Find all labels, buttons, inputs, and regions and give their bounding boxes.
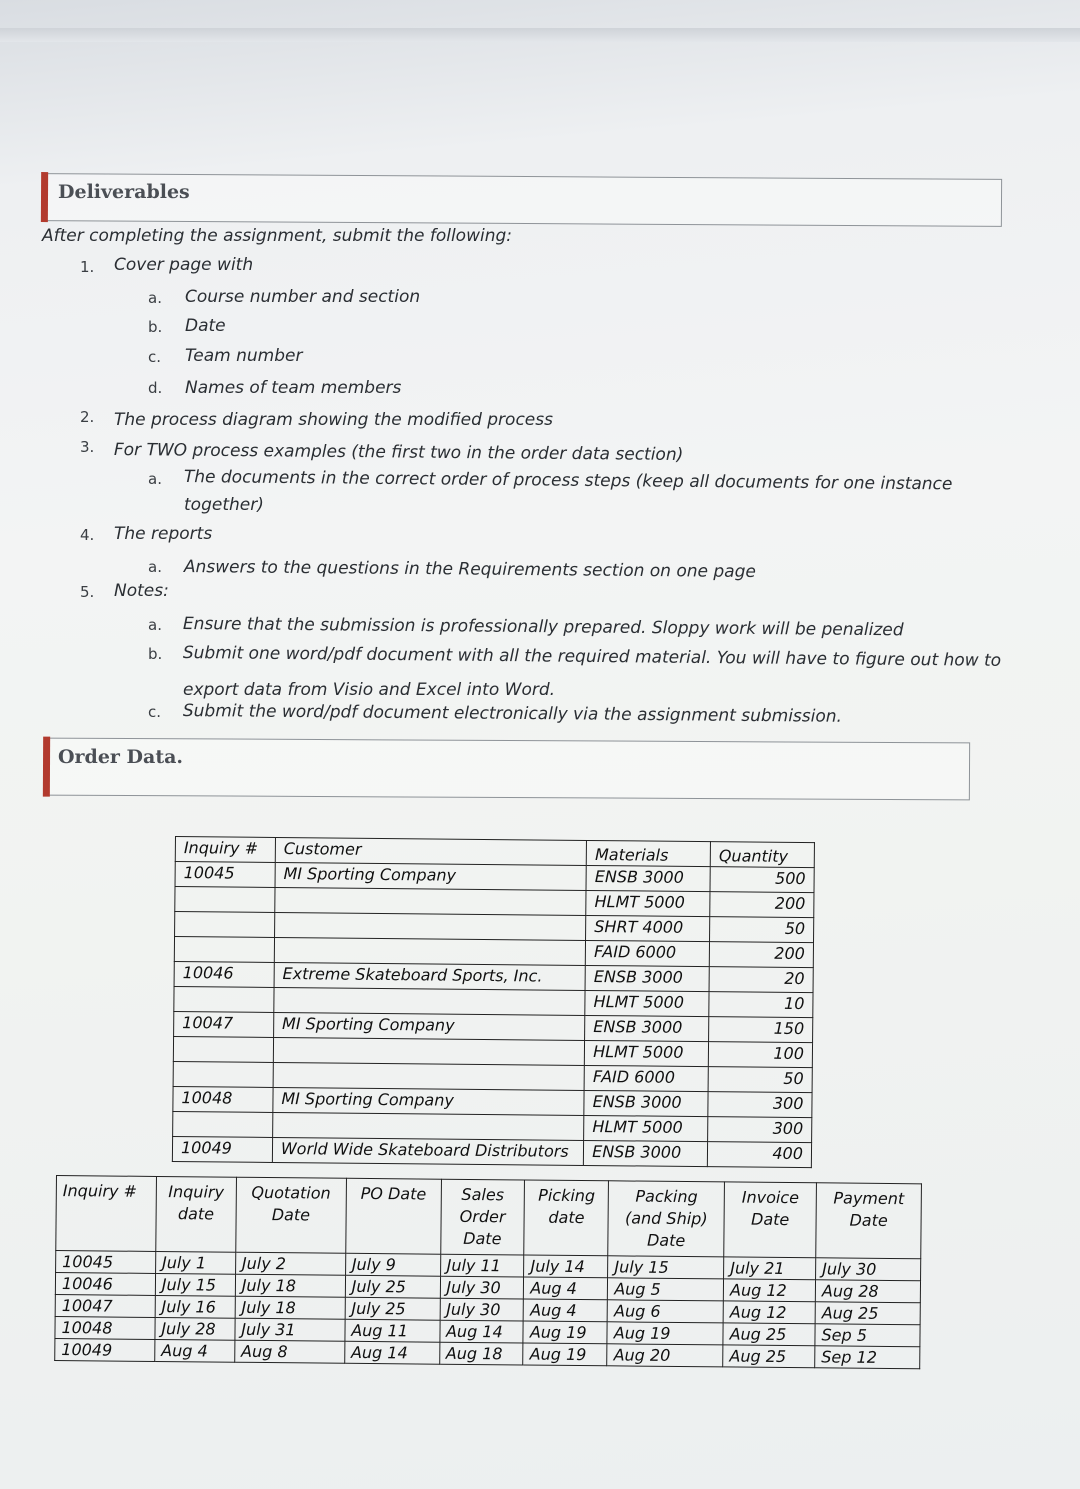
page-top-edge [0,28,1080,42]
dates-cell: Aug 25 [723,1345,815,1368]
deliverables-intro: After completing the assignment, submit the following: [42,226,512,246]
dates-cell: July 15 [608,1256,724,1279]
cell-quantity: 10 [709,992,813,1018]
cell-inquiry [173,1111,273,1137]
dates-cell: 10049 [55,1338,155,1361]
cell-customer: MI Sporting Company [275,862,587,890]
dates-cell: Aug 14 [344,1341,439,1364]
cell-quantity: 200 [709,942,813,968]
item-5-text: Notes: [114,581,169,601]
dates-cell: Aug 25 [723,1323,815,1346]
item-3-number: 3. [80,438,95,456]
cell-inquiry [174,937,274,963]
cell-material: HLMT 5000 [584,1115,708,1141]
header-inquiry: Inquiry # [175,837,275,863]
item-2-number: 2. [80,408,95,426]
item-3-text: For TWO process examples (the first two in the order data section) [113,440,684,465]
dates-cell: July 21 [724,1257,816,1280]
cell-inquiry: 10049 [172,1136,272,1162]
item-2-text: The process diagram showing the modified process [114,410,553,430]
section-accent [41,172,48,222]
dates-cell: July 11 [440,1254,524,1277]
cell-customer [274,912,586,940]
cell-quantity: 20 [709,967,813,993]
dates-cell: Aug 18 [439,1342,523,1365]
cell-inquiry [175,887,275,913]
cell-quantity: 100 [708,1042,812,1068]
sub-5b-letter: b. [148,645,163,663]
cell-customer [273,1112,585,1140]
sub-5c-text: Submit the word/pdf document electronically via the assignment submission. [182,701,843,727]
sub-1d-letter: d. [148,379,163,397]
dates-cell: July 28 [155,1317,235,1340]
dates-cell: Aug 25 [815,1302,920,1325]
cell-quantity: 50 [708,1067,812,1093]
dates-cell: July 15 [155,1273,235,1296]
dates-cell: July 18 [235,1274,345,1297]
dates-cell: July 30 [816,1258,921,1281]
deliverables-title: Deliverables [58,181,190,203]
section-accent [43,737,50,797]
cell-customer [273,1037,585,1065]
dates-cell: Aug 12 [723,1279,815,1302]
cell-quantity: 300 [708,1092,812,1118]
sub-5b-line2: export data from Visio and Excel into Word. [183,680,556,700]
dates-cell: Aug 5 [608,1278,724,1301]
cell-inquiry: 10046 [174,961,274,987]
dates-cell: July 16 [155,1295,235,1318]
sub-1a-letter: a. [148,289,162,307]
dates-header-cell: Invoice Date [724,1182,817,1258]
item-1-number: 1. [80,258,95,276]
sub-1b-text: Date [185,316,226,336]
dates-cell: Aug 12 [723,1301,815,1324]
cell-material: SHRT 4000 [586,915,710,941]
cell-material: HLMT 5000 [586,890,710,916]
dates-cell: July 1 [155,1251,235,1274]
cell-inquiry: 10047 [174,1011,274,1037]
dates-cell: July 9 [345,1253,440,1276]
dates-cell: July 31 [235,1318,345,1341]
dates-cell: Aug 4 [155,1339,235,1362]
cell-quantity: 50 [710,917,814,943]
cell-quantity: 500 [710,867,814,893]
dates-header-cell: PO Date [345,1178,441,1254]
sub-4a-letter: a. [148,558,162,576]
dates-header-cell: Payment Date [816,1183,922,1259]
dates-header-cell: Sales Order Date [440,1179,525,1255]
cell-quantity: 300 [708,1117,812,1143]
sub-3a-line1: The documents in the correct order of process steps (keep all documents for one instance [183,467,953,495]
sub-5c-letter: c. [148,703,162,721]
cell-material: HLMT 5000 [584,1040,708,1066]
dates-cell: Aug 20 [607,1344,723,1367]
cell-customer [274,937,586,965]
dates-cell: Aug 14 [439,1320,523,1343]
cell-customer: Extreme Skateboard Sports, Inc. [274,962,586,990]
cell-material: FAID 6000 [584,1065,708,1091]
dates-cell: July 25 [345,1297,440,1320]
order-data-title: Order Data. [58,746,184,768]
cell-quantity: 150 [709,1017,813,1043]
cell-customer [273,1062,585,1090]
dates-header-cell: Inquiry date [156,1176,237,1252]
sub-3a-line2: together) [184,495,264,515]
cell-material: ENSB 3000 [585,1015,709,1041]
dates-header-cell: Packing (and Ship) Date [608,1181,725,1257]
dates-cell: Aug 28 [815,1280,920,1303]
sub-4a-text: Answers to the questions in the Requirements section on one page [183,557,756,582]
dates-cell: Aug 19 [607,1322,723,1345]
dates-header-cell: Inquiry # [56,1176,157,1252]
dates-cell: 10048 [55,1316,155,1339]
dates-header-cell: Quotation Date [236,1177,347,1253]
cell-inquiry [174,986,274,1012]
sub-1a-text: Course number and section [185,287,421,307]
cell-customer: MI Sporting Company [273,1087,585,1115]
dates-cell: July 18 [235,1296,345,1319]
materials-row [172,1136,811,1167]
item-5-number: 5. [80,583,95,601]
dates-cell: July 14 [524,1255,608,1278]
dates-cell: Aug 4 [524,1299,608,1322]
cell-customer [274,987,586,1015]
cell-customer: MI Sporting Company [273,1012,585,1040]
dates-cell: July 30 [440,1298,524,1321]
header-quantity: Quantity [710,842,814,868]
cell-quantity: 200 [710,892,814,918]
sub-1c-text: Team number [185,346,303,366]
dates-header-row [56,1176,922,1259]
dates-cell: Aug 6 [607,1300,723,1323]
materials-table [172,836,815,1168]
cell-material: HLMT 5000 [585,990,709,1016]
cell-material: ENSB 3000 [586,865,710,891]
dates-cell: 10046 [55,1273,155,1296]
header-materials: Materials [586,840,710,866]
dates-cell: Aug 4 [524,1277,608,1300]
sub-5b-line1: Submit one word/pdf document with all the required material. You will have to figure out how to [182,643,1002,671]
sub-3a-letter: a. [148,470,162,488]
cell-customer [275,887,587,915]
cell-customer: World Wide Skateboard Distributors [272,1137,584,1165]
dates-cell: Aug 19 [523,1321,607,1344]
dates-cell: 10045 [56,1251,156,1274]
sub-1c-letter: c. [148,348,162,366]
cell-inquiry [173,1036,273,1062]
cell-quantity: 400 [707,1142,811,1168]
cell-material: ENSB 3000 [584,1140,708,1166]
item-1-text: Cover page with [114,255,254,275]
header-customer: Customer [275,837,587,865]
cell-material: FAID 6000 [585,940,709,966]
dates-cell: Sep 5 [815,1324,920,1347]
item-4-text: The reports [114,524,213,544]
cell-inquiry: 10048 [173,1086,273,1112]
dates-cell: 10047 [55,1294,155,1317]
dates-cell: July 2 [235,1252,345,1275]
cell-material: ENSB 3000 [585,965,709,991]
dates-cell: July 25 [345,1275,440,1298]
dates-cell: July 30 [440,1276,524,1299]
sub-1b-letter: b. [148,318,163,336]
order-dates-table [54,1175,922,1369]
sub-5a-text: Ensure that the submission is professionally prepared. Sloppy work will be penalized [182,614,904,641]
dates-cell: Sep 12 [815,1346,920,1369]
sub-1d-text: Names of team members [185,378,402,398]
sub-5a-letter: a. [148,616,162,634]
dates-cell: Aug 8 [235,1340,345,1363]
dates-header-cell: Picking date [524,1180,609,1256]
dates-cell: Aug 19 [523,1343,607,1366]
cell-inquiry: 10045 [175,862,275,888]
cell-inquiry [175,912,275,938]
dates-cell: Aug 11 [345,1319,440,1342]
item-4-number: 4. [80,526,95,544]
cell-inquiry [173,1061,273,1087]
cell-material: ENSB 3000 [584,1090,708,1116]
